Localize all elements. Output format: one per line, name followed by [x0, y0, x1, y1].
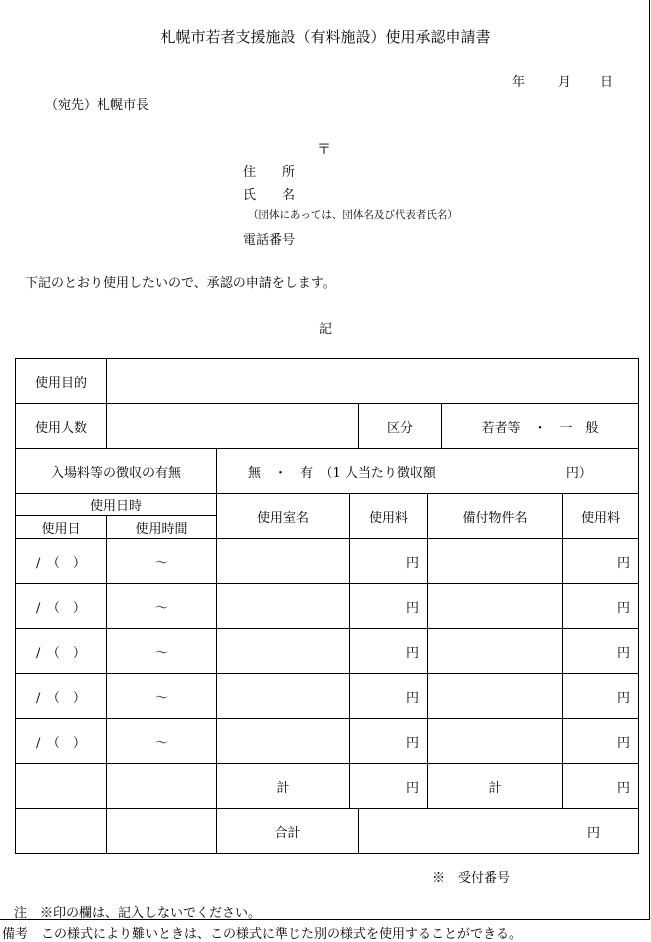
address-label: 住 所	[243, 165, 296, 180]
table-row	[16, 629, 639, 674]
date-month: 月	[558, 75, 572, 90]
remark-text: 備考 この様式により難いときは、この様式に準じた別の様式を使用することができる。	[2, 927, 523, 942]
use-time-field[interactable]: ～	[107, 629, 217, 674]
room-subtotal-field[interactable]: 円	[350, 764, 428, 809]
room-name-field[interactable]	[217, 629, 350, 674]
note-text: 注 ※印の欄は、記入しないでください。	[14, 906, 262, 921]
people-label: 使用人数	[16, 404, 107, 449]
use-time-field[interactable]: ～	[107, 719, 217, 764]
room-fee-field[interactable]: 円	[350, 584, 428, 629]
subtotal-row	[16, 764, 639, 809]
category-label: 区分	[359, 404, 442, 449]
total-field[interactable]: 円	[359, 809, 639, 854]
use-date-field[interactable]: / （ ）	[16, 674, 107, 719]
room-label: 使用室名	[217, 494, 350, 539]
room-fee-field[interactable]: 円	[350, 674, 428, 719]
equipment-fee-field[interactable]: 円	[563, 719, 639, 764]
use-date-field[interactable]: / （ ）	[16, 719, 107, 764]
blank-cell	[107, 809, 217, 854]
people-field[interactable]	[107, 404, 359, 449]
equipment-name-field[interactable]	[428, 719, 563, 764]
subtotal-label: 計	[217, 764, 350, 809]
header-row-1	[16, 494, 639, 516]
total-label: 合計	[217, 809, 359, 854]
total-row	[16, 809, 639, 854]
room-fee-field[interactable]: 円	[350, 719, 428, 764]
table-row	[16, 539, 639, 584]
blank-cell	[107, 764, 217, 809]
fee-label: 入場料等の徴収の有無	[16, 449, 217, 494]
category-options[interactable]: 若者等 ・ 一 般	[442, 404, 639, 449]
equipment-fee-field[interactable]: 円	[563, 584, 639, 629]
fee-row	[16, 449, 639, 494]
use-time-field[interactable]: ～	[107, 539, 217, 584]
room-name-field[interactable]	[217, 584, 350, 629]
room-fee-field[interactable]: 円	[350, 539, 428, 584]
fee-value[interactable]: 無 ・ 有 （1 人当たり徴収額 円）	[217, 449, 639, 494]
room-name-field[interactable]	[217, 539, 350, 584]
use-date-field[interactable]: / （ ）	[16, 539, 107, 584]
equipment-fee-field[interactable]: 円	[563, 629, 639, 674]
page-title: 札幌市若者支援施設（有料施設）使用承認申請書	[160, 28, 491, 46]
use-date-field[interactable]: / （ ）	[16, 584, 107, 629]
time-label: 使用時間	[107, 516, 217, 539]
equipment-name-field[interactable]	[428, 539, 563, 584]
date-label: 使用日	[16, 516, 107, 539]
use-time-field[interactable]: ～	[107, 674, 217, 719]
use-date-field[interactable]: / （ ）	[16, 629, 107, 674]
name-label: 氏 名	[243, 188, 296, 203]
room-name-field[interactable]	[217, 674, 350, 719]
name-note: （団体にあっては、団体名及び代表者氏名）	[248, 209, 458, 221]
equipment-fee-field[interactable]: 円	[563, 539, 639, 584]
blank-cell	[16, 809, 107, 854]
room-fee-field[interactable]: 円	[350, 629, 428, 674]
use-time-field[interactable]: ～	[107, 584, 217, 629]
purpose-row	[16, 359, 639, 404]
purpose-field[interactable]	[107, 359, 639, 404]
ki-heading: 記	[319, 322, 333, 337]
date-year: 年	[512, 75, 526, 90]
equipment-subtotal-field[interactable]: 円	[563, 764, 639, 809]
equipment-name-field[interactable]	[428, 674, 563, 719]
room-fee-label: 使用料	[350, 494, 428, 539]
intro-text: 下記のとおり使用したいので、承認の申請をします。	[25, 276, 336, 291]
receipt-number-label: ※ 受付番号	[432, 871, 511, 886]
room-name-field[interactable]	[217, 719, 350, 764]
equipment-fee-field[interactable]: 円	[563, 674, 639, 719]
table-row	[16, 719, 639, 764]
table-row	[16, 674, 639, 719]
date-day: 日	[600, 75, 614, 90]
phone-label: 電話番号	[243, 233, 296, 248]
addressee: （宛先）札幌市長	[45, 98, 150, 113]
table-row	[16, 584, 639, 629]
equipment-label: 備付物件名	[428, 494, 563, 539]
blank-cell	[16, 764, 107, 809]
people-row	[16, 404, 639, 449]
application-table	[15, 358, 639, 854]
datetime-label: 使用日時	[16, 494, 217, 516]
purpose-label: 使用目的	[16, 359, 107, 404]
postal-mark: 〒	[317, 142, 331, 158]
equipment-name-field[interactable]	[428, 584, 563, 629]
equipment-fee-label: 使用料	[563, 494, 639, 539]
equipment-subtotal-label: 計	[428, 764, 563, 809]
equipment-name-field[interactable]	[428, 629, 563, 674]
